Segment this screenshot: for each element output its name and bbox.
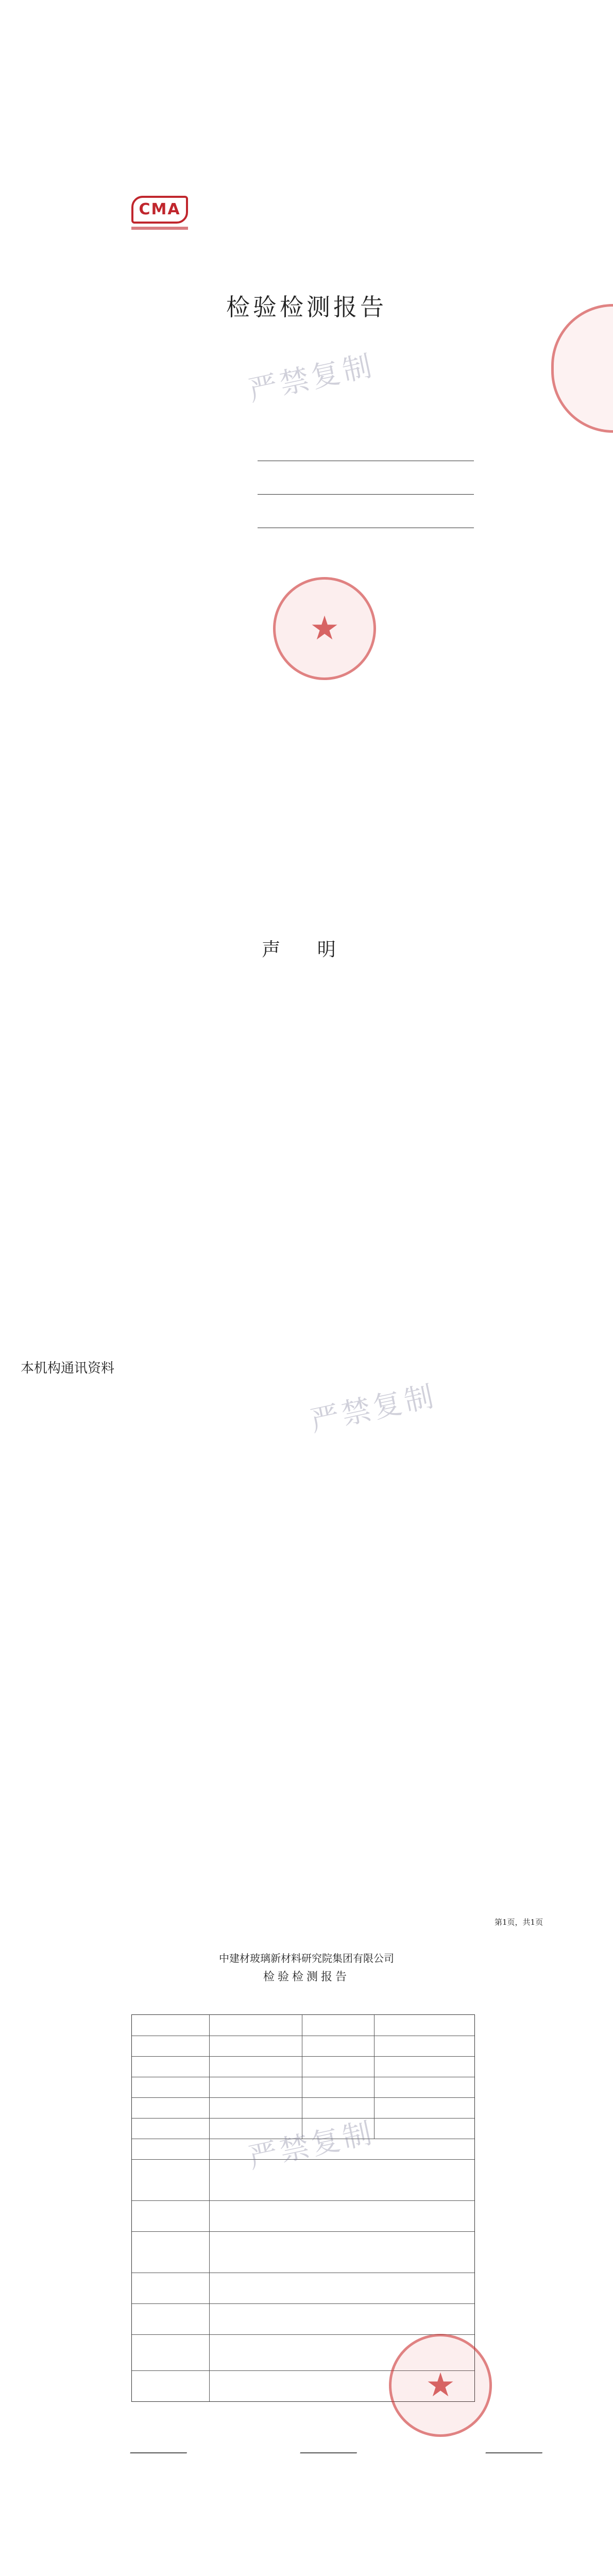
signature-mark xyxy=(130,2432,194,2453)
seal-star-icon: ★ xyxy=(310,609,339,648)
report-main-page xyxy=(0,1721,613,2514)
info-underline xyxy=(258,494,474,495)
report-title: 检验检测报告 xyxy=(263,1971,350,1984)
perforation-seal xyxy=(551,304,613,433)
page-title: 检验检测报告 xyxy=(226,293,387,321)
report-cover-page xyxy=(0,0,613,648)
declaration-page xyxy=(0,788,613,1577)
official-seal xyxy=(389,2334,492,2437)
signature-mark xyxy=(485,2432,550,2453)
official-seal xyxy=(273,577,376,680)
signature-row xyxy=(88,2437,551,2468)
watermark-text: 严禁复制 xyxy=(245,348,378,408)
cma-logo xyxy=(131,196,188,230)
contact-section-title: 本机构通讯资料 xyxy=(21,1361,115,1376)
watermark-text: 严禁复制 xyxy=(245,2115,378,2175)
cma-logo-subtext-bar xyxy=(131,227,188,230)
signature-mark xyxy=(300,2432,364,2453)
watermark-text: 严禁复制 xyxy=(307,1379,439,1438)
seal-star-icon: ★ xyxy=(425,2366,455,2404)
page-number: 第1页，共1页 xyxy=(495,1918,543,1927)
page-title: 声 明 xyxy=(262,939,351,960)
cma-logo-mark: CMA xyxy=(131,196,188,224)
report-org: 中建材玻璃新材料研究院集团有限公司 xyxy=(219,1952,394,1964)
